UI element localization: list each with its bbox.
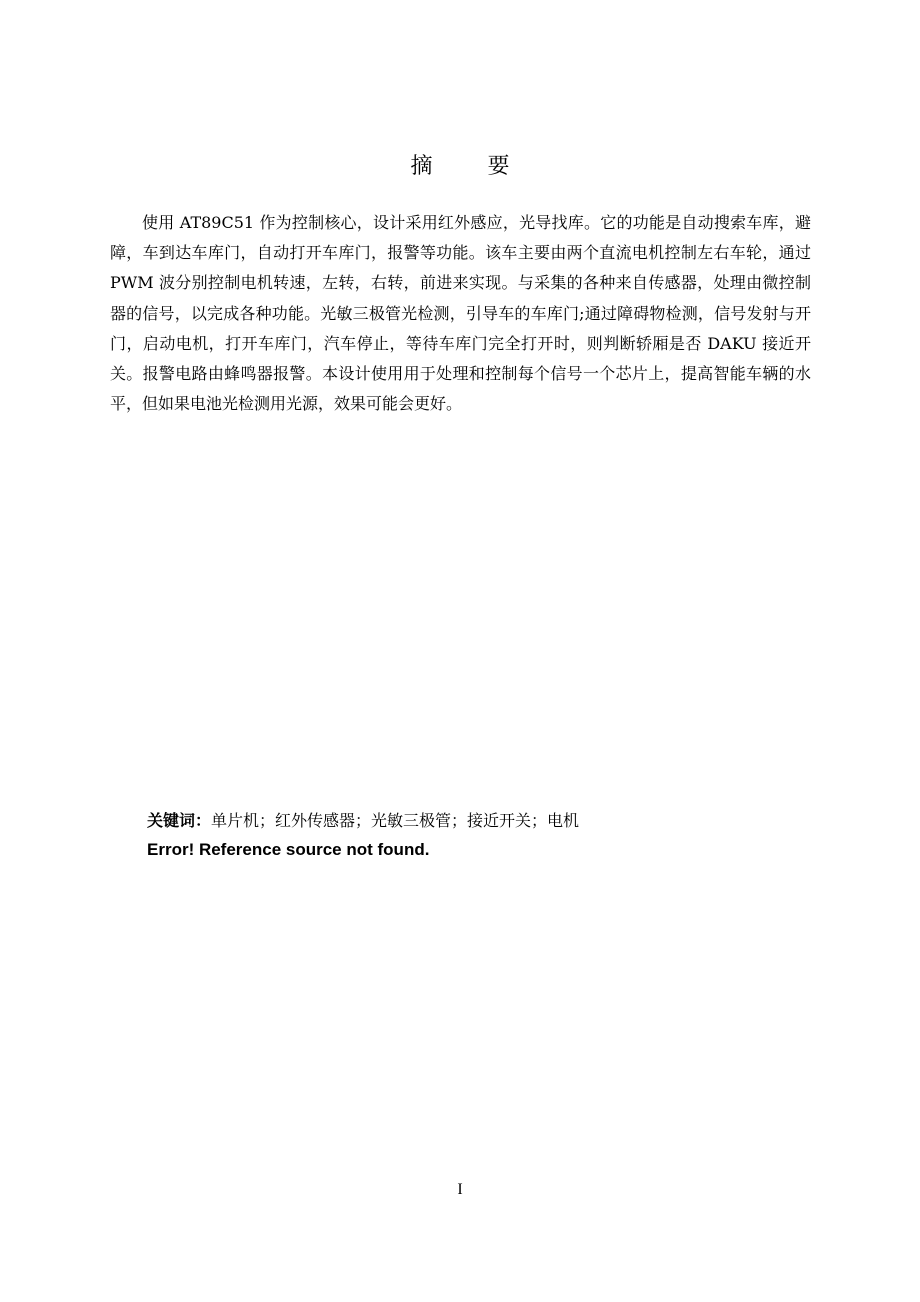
keywords-label: 关键词：	[147, 811, 212, 830]
keywords-line	[147, 808, 807, 834]
abstract-body: 使用 AT89C51 作为控制核心，设计采用红外感应，光导找库。它的功能是自动搜索车库，避障，车到达车库门，自动打开车库门，报警等功能。该车主要由两个直流电机控制左右车轮，通过 PWM 波分别控制电机转速，左转，右转，前进来实现。与采集的各种来自传感器，处理由微控制器的信号，以完成各种功能。光敏三极管光检测，引导车的车库门;通过障碍物检测，信号发射与开门，启动电机，打开车库门，汽车停止，等待车库门完全打开时，则判断轿厢是否 DAKU 接近开关。报警电路由蜂鸣器报警。本设计使用用于处理和控制每个信号一个芯片上，提高智能车辆的水平，但如果电池光检测用光源，效果可能会更好。	[110, 213, 811, 414]
keywords-text: 单片机；红外传感器；光敏三极管；接近开关；电机	[211, 811, 580, 830]
page-number: I	[457, 1181, 463, 1198]
reference-error-text: Error! Reference source not found.	[147, 840, 430, 859]
abstract-title: 摘 要	[410, 154, 534, 179]
